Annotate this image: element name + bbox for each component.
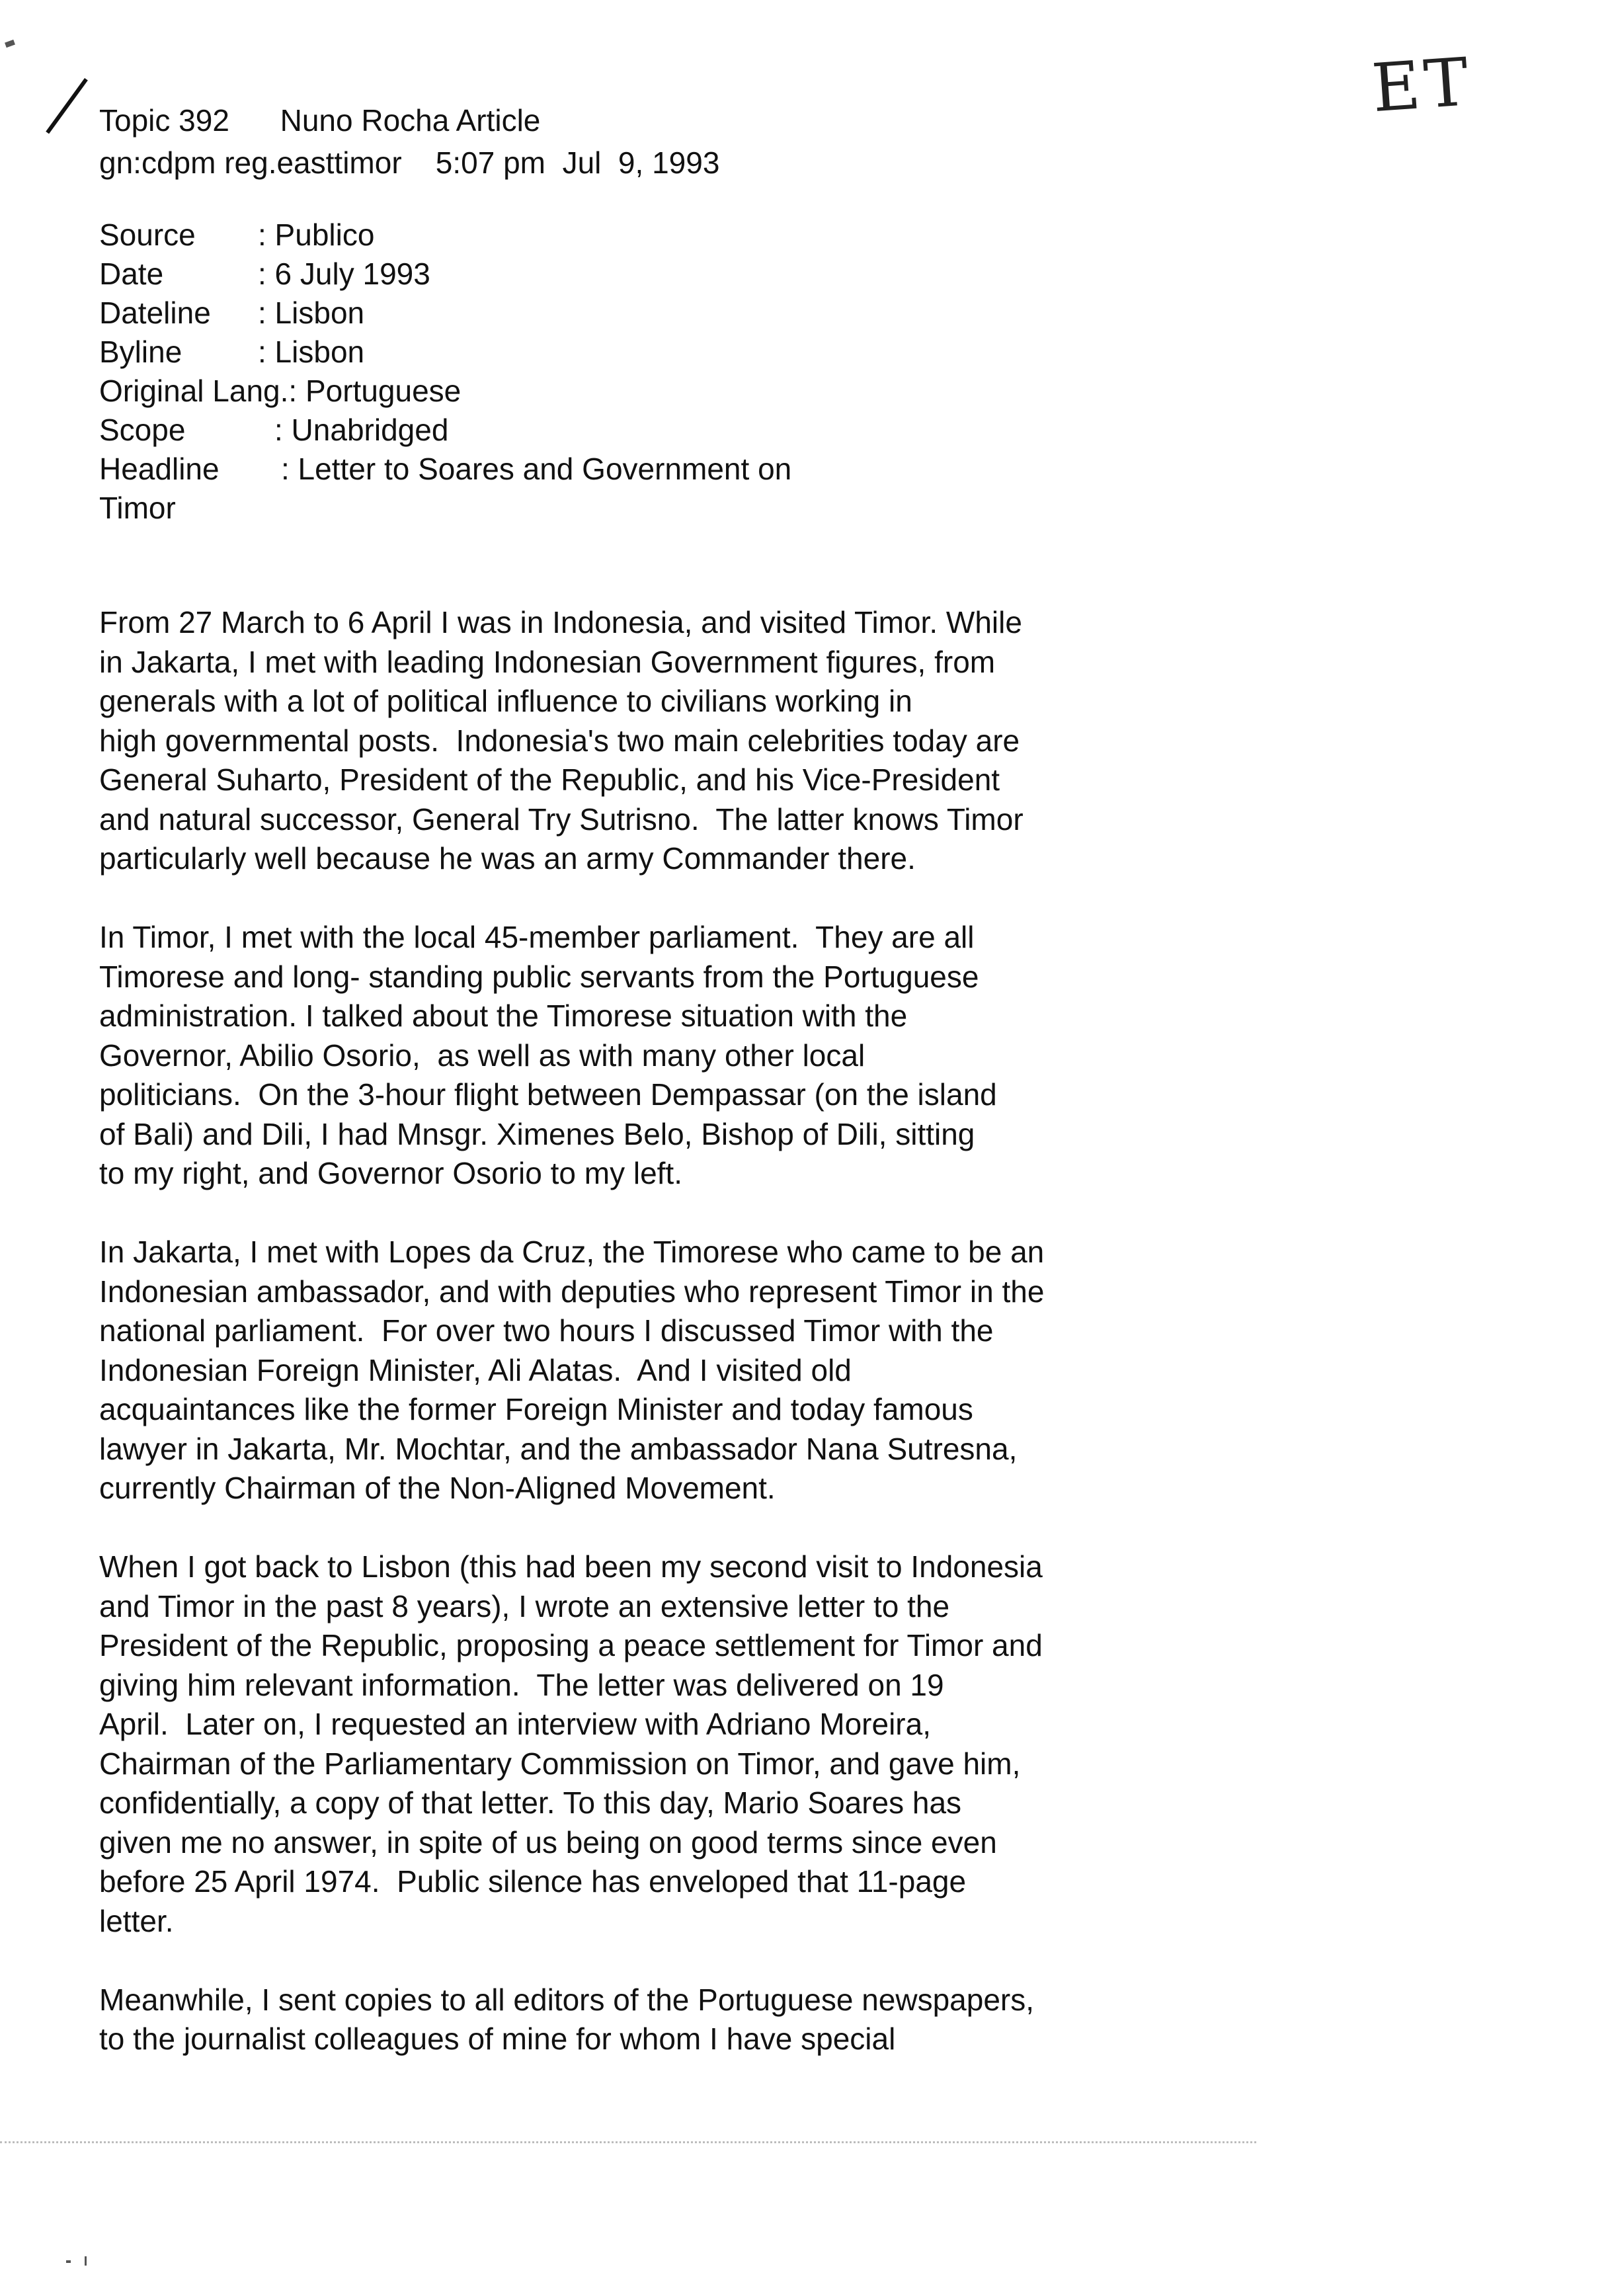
scan-artifact-line xyxy=(0,2141,1256,2143)
metadata-row xyxy=(99,216,791,255)
paragraph-line: April. Later on, I requested an interview with Adriano Moreira, xyxy=(99,1707,931,1741)
metadata-value: : Letter to Soares and Government on xyxy=(281,452,792,486)
post-date: Jul 9, 1993 xyxy=(562,145,720,180)
paragraph-line: administration. I talked about the Timorese situation with the xyxy=(99,999,908,1033)
article-metadata xyxy=(99,216,791,528)
paragraph-line: Chairman of the Parliamentary Commission on Timor, and gave him, xyxy=(99,1746,1021,1781)
paragraph-line: particularly well because he was an army Commander there. xyxy=(99,841,916,876)
spacer xyxy=(545,145,563,180)
body-paragraph xyxy=(99,918,1157,1194)
paragraph-line: When I got back to Lisbon (this had been my second visit to Indonesia xyxy=(99,1549,1043,1584)
metadata-label: Date xyxy=(99,257,164,291)
body-paragraph xyxy=(99,603,1157,879)
metadata-row xyxy=(99,294,791,333)
paragraph-line: in Jakarta, I met with leading Indonesian Government figures, from xyxy=(99,644,996,679)
metadata-label: Original Lang. xyxy=(99,374,289,408)
article-body xyxy=(99,603,1157,2098)
paragraph-line: Timorese and long- standing public servants from the Portuguese xyxy=(99,959,979,994)
metadata-value: : Unabridged xyxy=(274,413,449,447)
spacer xyxy=(402,145,436,180)
paragraph-line: national parliament. For over two hours I discussed Timor with the xyxy=(99,1313,994,1348)
spacer xyxy=(229,103,280,138)
body-paragraph xyxy=(99,1547,1157,1941)
paragraph-line: and Timor in the past 8 years), I wrote an extensive letter to the xyxy=(99,1588,950,1623)
metadata-row xyxy=(99,411,791,450)
paragraph-line: and natural successor, General Try Sutrisno. The latter knows Timor xyxy=(99,801,1024,837)
paragraph-line: high governmental posts. Indonesia's two main celebrities today are xyxy=(99,723,1020,758)
metadata-value: : Lisbon xyxy=(258,335,365,369)
paragraph-line: given me no answer, in spite of us being on good terms since even xyxy=(99,1824,997,1860)
headline-continuation: Timor xyxy=(99,491,176,525)
paragraph-line: to the journalist colleagues of mine for whom I have special xyxy=(99,2022,896,2056)
metadata-label: Byline xyxy=(99,335,182,369)
metadata-row xyxy=(99,372,791,411)
scan-speck xyxy=(5,40,15,48)
paragraph-line: Indonesian ambassador, and with deputies who represent Timor in the xyxy=(99,1274,1045,1309)
paragraph-line: confidentially, a copy of that letter. To this day, Mario Soares has xyxy=(99,1785,962,1820)
post-time: 5:07 pm xyxy=(435,145,545,180)
paragraph-line: Indonesian Foreign Minister, Ali Alatas. And I visited old xyxy=(99,1352,852,1387)
paragraph-line: generals with a lot of political influence to civilians working in xyxy=(99,684,912,718)
metadata-row xyxy=(99,450,791,489)
conference-name: gn:cdpm reg.easttimor xyxy=(99,145,402,180)
paragraph-line: In Jakarta, I met with Lopes da Cruz, the Timorese who came to be an xyxy=(99,1235,1045,1269)
paragraph-line: currently Chairman of the Non-Aligned Movement. xyxy=(99,1471,776,1505)
metadata-label: Headline xyxy=(99,452,220,486)
paragraph-line: giving him relevant information. The letter was delivered on 19 xyxy=(99,1667,944,1702)
topic-header xyxy=(99,99,719,184)
paragraph-line: letter. xyxy=(99,1903,174,1938)
body-paragraph xyxy=(99,1981,1157,2059)
paragraph-line: From 27 March to 6 April I was in Indonesia, and visited Timor. While xyxy=(99,605,1022,639)
scan-speck xyxy=(85,2256,87,2266)
metadata-label: Dateline xyxy=(99,296,211,330)
body-paragraph xyxy=(99,1233,1157,1508)
paragraph-line: General Suharto, President of the Republic, and his Vice-President xyxy=(99,762,1000,797)
metadata-row xyxy=(99,255,791,294)
metadata-label: Scope xyxy=(99,413,186,447)
handwritten-note: ET xyxy=(1369,42,1475,128)
metadata-row xyxy=(99,333,791,372)
scan-speck xyxy=(66,2260,71,2263)
paragraph-line: Governor, Abilio Osorio, as well as with many other local xyxy=(99,1038,865,1073)
metadata-value: : Lisbon xyxy=(258,296,365,330)
paragraph-line: In Timor, I met with the local 45-member parliament. They are all xyxy=(99,920,975,954)
paragraph-line: acquaintances like the former Foreign Minister and today famous xyxy=(99,1392,973,1426)
paragraph-line: of Bali) and Dili, I had Mnsgr. Ximenes Belo, Bishop of Dili, sitting xyxy=(99,1116,975,1151)
metadata-value: : 6 July 1993 xyxy=(258,257,430,291)
topic-header-line-2 xyxy=(99,142,719,184)
topic-title: Nuno Rocha Article xyxy=(280,103,541,138)
topic-header-line-1 xyxy=(99,99,719,142)
paragraph-line: before 25 April 1974. Public silence has enveloped that 11-page xyxy=(99,1864,967,1899)
paragraph-line: lawyer in Jakarta, Mr. Mochtar, and the ambassador Nana Sutresna, xyxy=(99,1431,1018,1466)
metadata-label: Source xyxy=(99,218,196,252)
metadata-value: : Publico xyxy=(258,218,375,252)
paragraph-line: politicians. On the 3-hour flight between Dempassar (on the island xyxy=(99,1077,997,1112)
paragraph-line: President of the Republic, proposing a peace settlement for Timor and xyxy=(99,1628,1043,1662)
paragraph-line: Meanwhile, I sent copies to all editors of the Portuguese newspapers, xyxy=(99,1982,1035,2017)
topic-label: Topic 392 xyxy=(99,103,229,138)
paragraph-line: to my right, and Governor Osorio to my left. xyxy=(99,1156,682,1190)
metadata-value: : Portuguese xyxy=(288,374,462,408)
handwritten-slash-mark xyxy=(46,78,88,134)
